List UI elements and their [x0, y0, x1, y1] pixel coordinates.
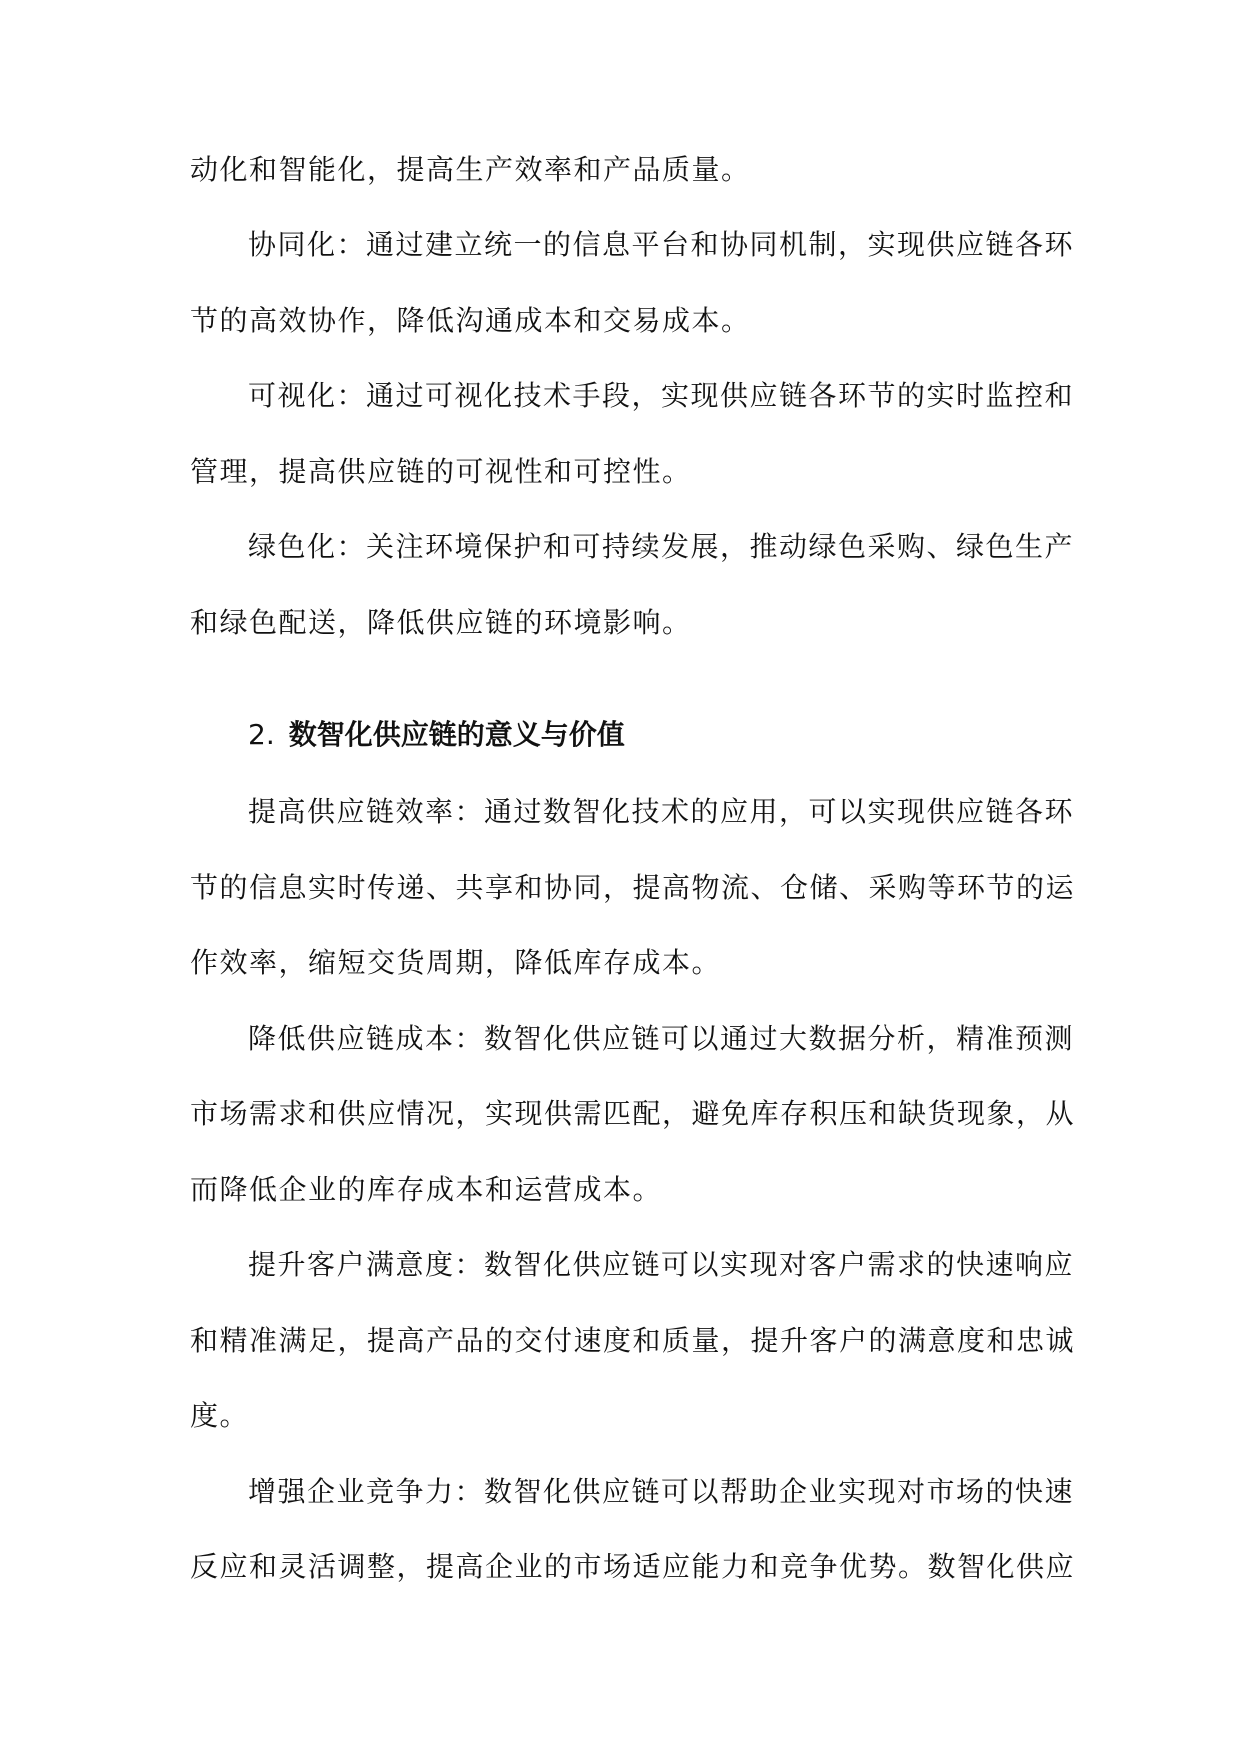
paragraph-line: 节的信息实时传递、共享和协同，提高物流、仓储、采购等环节的运	[190, 871, 1076, 904]
paragraph-line: 市场需求和供应情况，实现供需匹配，避免库存积压和缺货现象，从	[190, 1097, 1076, 1130]
paragraph-line: 降低供应链成本：数智化供应链可以通过大数据分析，精准预测	[248, 1022, 1075, 1055]
paragraph-line: 绿色化：关注环境保护和可持续发展，推动绿色采购、绿色生产	[248, 530, 1075, 563]
paragraph-line: 度。	[190, 1399, 250, 1432]
section-heading	[248, 715, 625, 755]
paragraph-line: 节的高效协作，降低沟通成本和交易成本。	[190, 304, 751, 337]
paragraph-line: 作效率，缩短交货周期，降低库存成本。	[190, 946, 722, 979]
section-title: 数智化供应链的意义与价值	[288, 718, 625, 751]
paragraph-line: 和绿色配送，降低供应链的环境影响。	[190, 606, 692, 639]
paragraph-line: 可视化：通过可视化技术手段，实现供应链各环节的实时监控和	[248, 379, 1075, 412]
paragraph-line: 和精准满足，提高产品的交付速度和质量，提升客户的满意度和忠诚	[190, 1324, 1076, 1357]
paragraph-line: 提高供应链效率：通过数智化技术的应用，可以实现供应链各环	[248, 795, 1075, 828]
paragraph-line: 提升客户满意度：数智化供应链可以实现对客户需求的快速响应	[248, 1248, 1075, 1281]
paragraph-line: 而降低企业的库存成本和运营成本。	[190, 1173, 663, 1206]
paragraph-line: 增强企业竞争力：数智化供应链可以帮助企业实现对市场的快速	[248, 1475, 1075, 1508]
paragraph-line: 协同化：通过建立统一的信息平台和协同机制，实现供应链各环	[248, 228, 1075, 261]
section-number: 2.	[248, 718, 275, 751]
paragraph-line: 动化和智能化，提高生产效率和产品质量。	[190, 153, 751, 186]
paragraph-line: 反应和灵活调整，提高企业的市场适应能力和竞争优势。数智化供应	[190, 1550, 1076, 1583]
paragraph-line: 管理，提高供应链的可视性和可控性。	[190, 455, 692, 488]
